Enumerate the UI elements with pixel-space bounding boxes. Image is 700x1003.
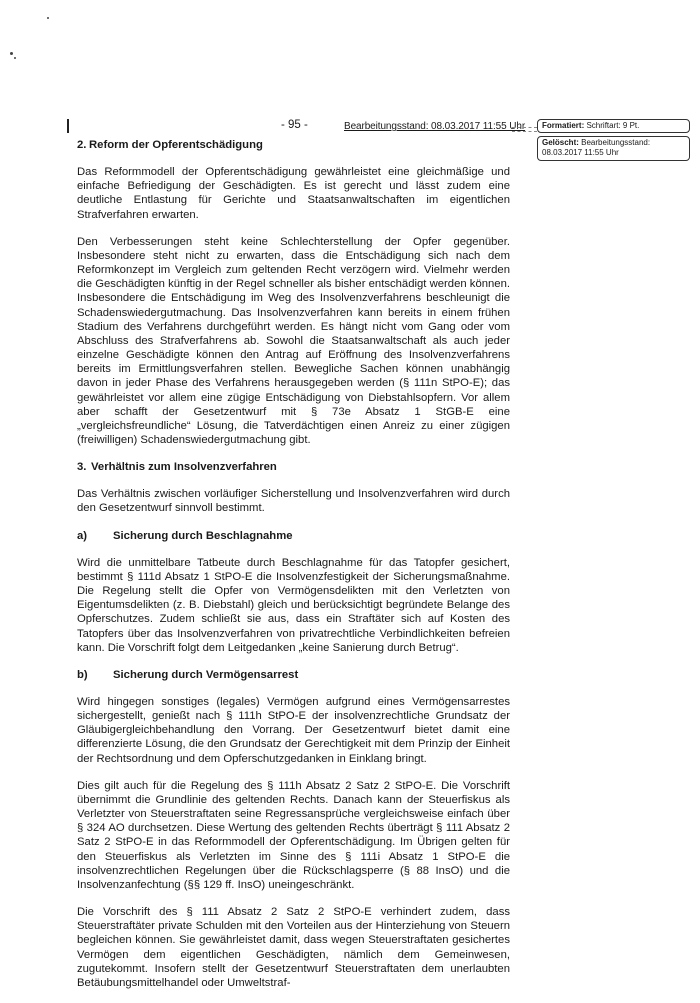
page-number: - 95 -	[281, 119, 308, 131]
heading-title: Verhältnis zum Insolvenzverfahren	[91, 461, 277, 474]
heading-title: Sicherung durch Vermögensarrest	[113, 668, 299, 681]
scan-speck	[14, 57, 16, 59]
paragraph: Wird die unmittelbare Tatbeute durch Beschlagnahme für das Tatopfer gesichert, bestimmt § 111d Absatz 1 StPO-E die Insolvenzfestigkeit der Sicherungsmaßnahme. Die Regelung stellt die Opfer von Vermögensdelikten mit den Verletzten von Eigentumsdelikten (z. B. Diebstahl) gleich und berücksichtigt begründete Belange des Opferschutzes. Zudem schließt sie aus, dass ein Straftäter sich auf Kosten des Tatopfers über das Insolvenzverfahren von privatrechtliche Verbindlichkeiten befreien kann. Die Vorschrift folgt dem Leitgedanken „keine Sanierung durch Betrug“.	[77, 556, 510, 654]
comment-label: Gelöscht:	[542, 138, 579, 147]
paragraph: Den Verbesserungen steht keine Schlechterstellung der Opfer gegenüber. Insbesondere steht nicht zu erwarten, dass die Entschädigung sich nach dem Reformkonzept im Vergleich zum geltenden Recht verzögern wird. Vielmehr werden die Geschädigten künftig in der Regel schneller als bisher entschädigt werden können. Insbesondere die Entschädigung im Weg des Insolvenzverfahrens beschleunigt die Schadenswiedergutmachung. Das Insolvenzverfahren kann bereits in einem frühen Stadium des Verfahrens durchgeführt werden. Es hängt nicht vom Gang oder vom Abschluss des Strafverfahrens ab. Sowohl die Staatsanwaltschaft als auch jeder einzelne Geschädigte können den Antrag auf Eröffnung des Insolvenzverfahrens bereits im Ermittlungsverfahren stellen. Bewegliche Sachen können unabhängig davon in jeder Phase des Verfahrens herausgegeben werden (§ 111n StPO-E); das gewährleistet vor allem eine zügige Entschädigung von Diebstahlsopfern. Vor allem aber schafft der Gesetzentwurf mit § 73e Absatz 1 StGB-E eine „vergleichsfreundliche“ Lösung, die Tatverdächtigen einen Anreiz zu einer zügigen (freiwilligen) Schadenswiedergutmachung gibt.	[77, 235, 510, 446]
comment-connector	[512, 131, 537, 132]
heading-reform	[77, 138, 510, 152]
heading-number: b)	[77, 668, 88, 681]
paragraph: Die Vorschrift des § 111 Absatz 2 Satz 2 StPO-E verhindert zudem, dass Steuerstraftäter private Schulden mit den Vorteilen aus der Hinterziehung von Steuern begleichen können. Sie gewährleistet damit, dass wegen Steuerstraftaten gesichertes Vermögen dem eigentlichen Geschädigten, nämlich dem Gemeinwesen, zugutekommt. Insofern stellt der Gesetzentwurf Steuerstraftaten dem unerlaubten Betäubungsmittelhandel oder Umweltstraf-	[77, 906, 510, 989]
comment-balloon-formatted[interactable]	[537, 119, 690, 133]
comment-label: Formatiert:	[542, 121, 585, 130]
scan-speck	[47, 17, 49, 19]
paragraph: Dies gilt auch für die Regelung des § 111h Absatz 2 Satz 2 StPO-E. Die Vorschrift übernimmt die Grundlinie des geltenden Rechts. Danach kann der Steuerfiskus als Verletzter von Steuerstraftaten seine Regressansprüche vergleichsweise einfach über § 324 AO durchsetzen. Diese Wertung des geltenden Rechts überträgt § 111 Absatz 2 Satz 2 StPO-E in das Reformmodell der Opferentschädigung. Im Übrigen gelten für den Steuerfiskus als Verletzten im Sinne des § 111i Absatz 1 StPO-E die insolvenzrechtlichen Regelungen über die Rückschlagsperre (§ 88 InsO) und die Insolvenzanfechtung (§§ 129 ff. InsO) uneingeschränkt.	[77, 779, 510, 891]
heading-beschlagnahme	[77, 529, 510, 543]
change-bar	[67, 119, 69, 133]
comment-text: Schriftart: 9 Pt.	[586, 121, 640, 130]
paragraph: Wird hingegen sonstiges (legales) Vermögen aufgrund eines Vermögensarrestes sichergestellt, genießt nach § 111h StPO-E der insolvenzrechtliche Grundsatz der Gläubigergleichbehandlung den Vorrang. Der Gesetzentwurf bietet damit eine differenzierte Lösung, die den Grundsatz der Gerechtigkeit mit dem Prinzip der Einheit der Rechtsordnung und dem Opferschutzgedanken in Einklang bringt.	[77, 696, 510, 765]
heading-vermoegensarrest	[77, 668, 510, 682]
heading-insolvenz	[77, 460, 510, 474]
comment-connector	[512, 127, 537, 128]
document-body	[77, 138, 510, 1003]
comment-text: Bearbeitungsstand: 08.03.2017 11:55 Uhr	[542, 138, 651, 157]
heading-title: Reform der Opferentschädigung	[89, 139, 263, 151]
paragraph: Das Reformmodell der Opferentschädigung gewährleistet eine gleichmäßige und einfache Befriedigung der Geschädigten. Es ist gerecht und lässt zudem eine deutliche Entlastung für Gerichte und Staatsanwaltschaften im eigentlichen Strafverfahren erwarten.	[77, 166, 510, 221]
comment-balloon-deleted[interactable]	[537, 136, 690, 161]
revision-status: Bearbeitungsstand: 08.03.2017 11:55 Uhr	[344, 121, 526, 132]
heading-number: a)	[77, 529, 88, 542]
scan-speck	[10, 52, 13, 55]
heading-number: 3.	[77, 461, 87, 474]
heading-number: 2.	[77, 139, 87, 151]
paragraph: Das Verhältnis zwischen vorläufiger Sicherstellung und Insolvenzverfahren wird durch den Gesetzentwurf sinnvoll bestimmt.	[77, 488, 510, 515]
heading-title: Sicherung durch Beschlagnahme	[113, 529, 293, 542]
